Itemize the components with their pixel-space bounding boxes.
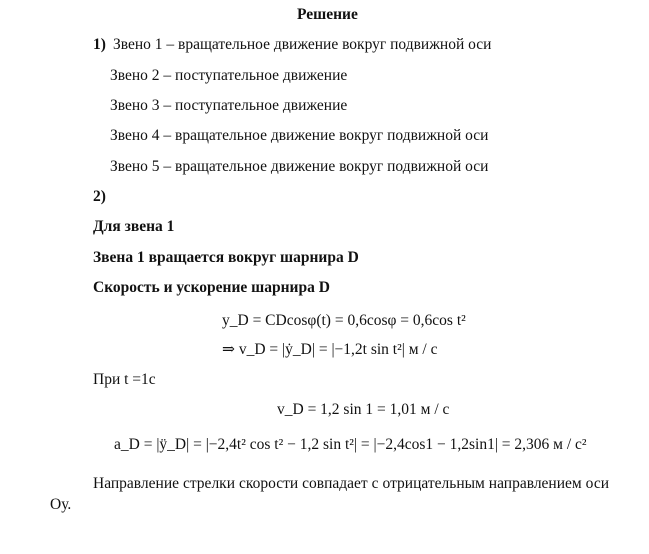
equation-position-y: y_D = CDcosφ(t) = 0,6cosφ = 0,6cos t² — [222, 312, 466, 329]
link-1-motion: Звено 1 – вращательное движение вокруг подвижной оси — [113, 36, 492, 53]
equation-velocity: ⇒ v_D = |ẏ_D| = |−1,2t sin t²| м / с — [222, 341, 438, 358]
section-1-number: 1) — [93, 36, 106, 53]
link-5-motion: Звено 5 – вращательное движение вокруг подвижной оси — [110, 158, 489, 175]
link-1-rotation-heading: Звена 1 вращается вокруг шарнира D — [93, 249, 359, 266]
equation-acceleration: a_D = |ÿ_D| = |−2,4t² cos t² − 1,2 sin t²| = |−2,4cos1 − 1,2sin1| = 2,306 м / с² — [114, 436, 587, 453]
equation-velocity-value: v_D = 1,2 sin 1 = 1,01 м / с — [277, 401, 450, 418]
link-4-motion: Звено 4 – вращательное движение вокруг подвижной оси — [110, 127, 489, 144]
solution-heading: Решение — [297, 6, 358, 23]
link-3-motion: Звено 3 – поступательное движение — [110, 97, 348, 114]
conclusion-paragraph: Направление стрелки скорости совпадает с отрицательным направлением оси Оу. — [50, 475, 609, 513]
time-condition: При t =1с — [93, 371, 156, 388]
section-2-number: 2) — [93, 188, 106, 205]
link-2-motion: Звено 2 – поступательное движение — [110, 67, 348, 84]
link-1-heading: Для звена 1 — [93, 218, 175, 235]
hinge-d-heading: Скорость и ускорение шарнира D — [93, 279, 330, 296]
